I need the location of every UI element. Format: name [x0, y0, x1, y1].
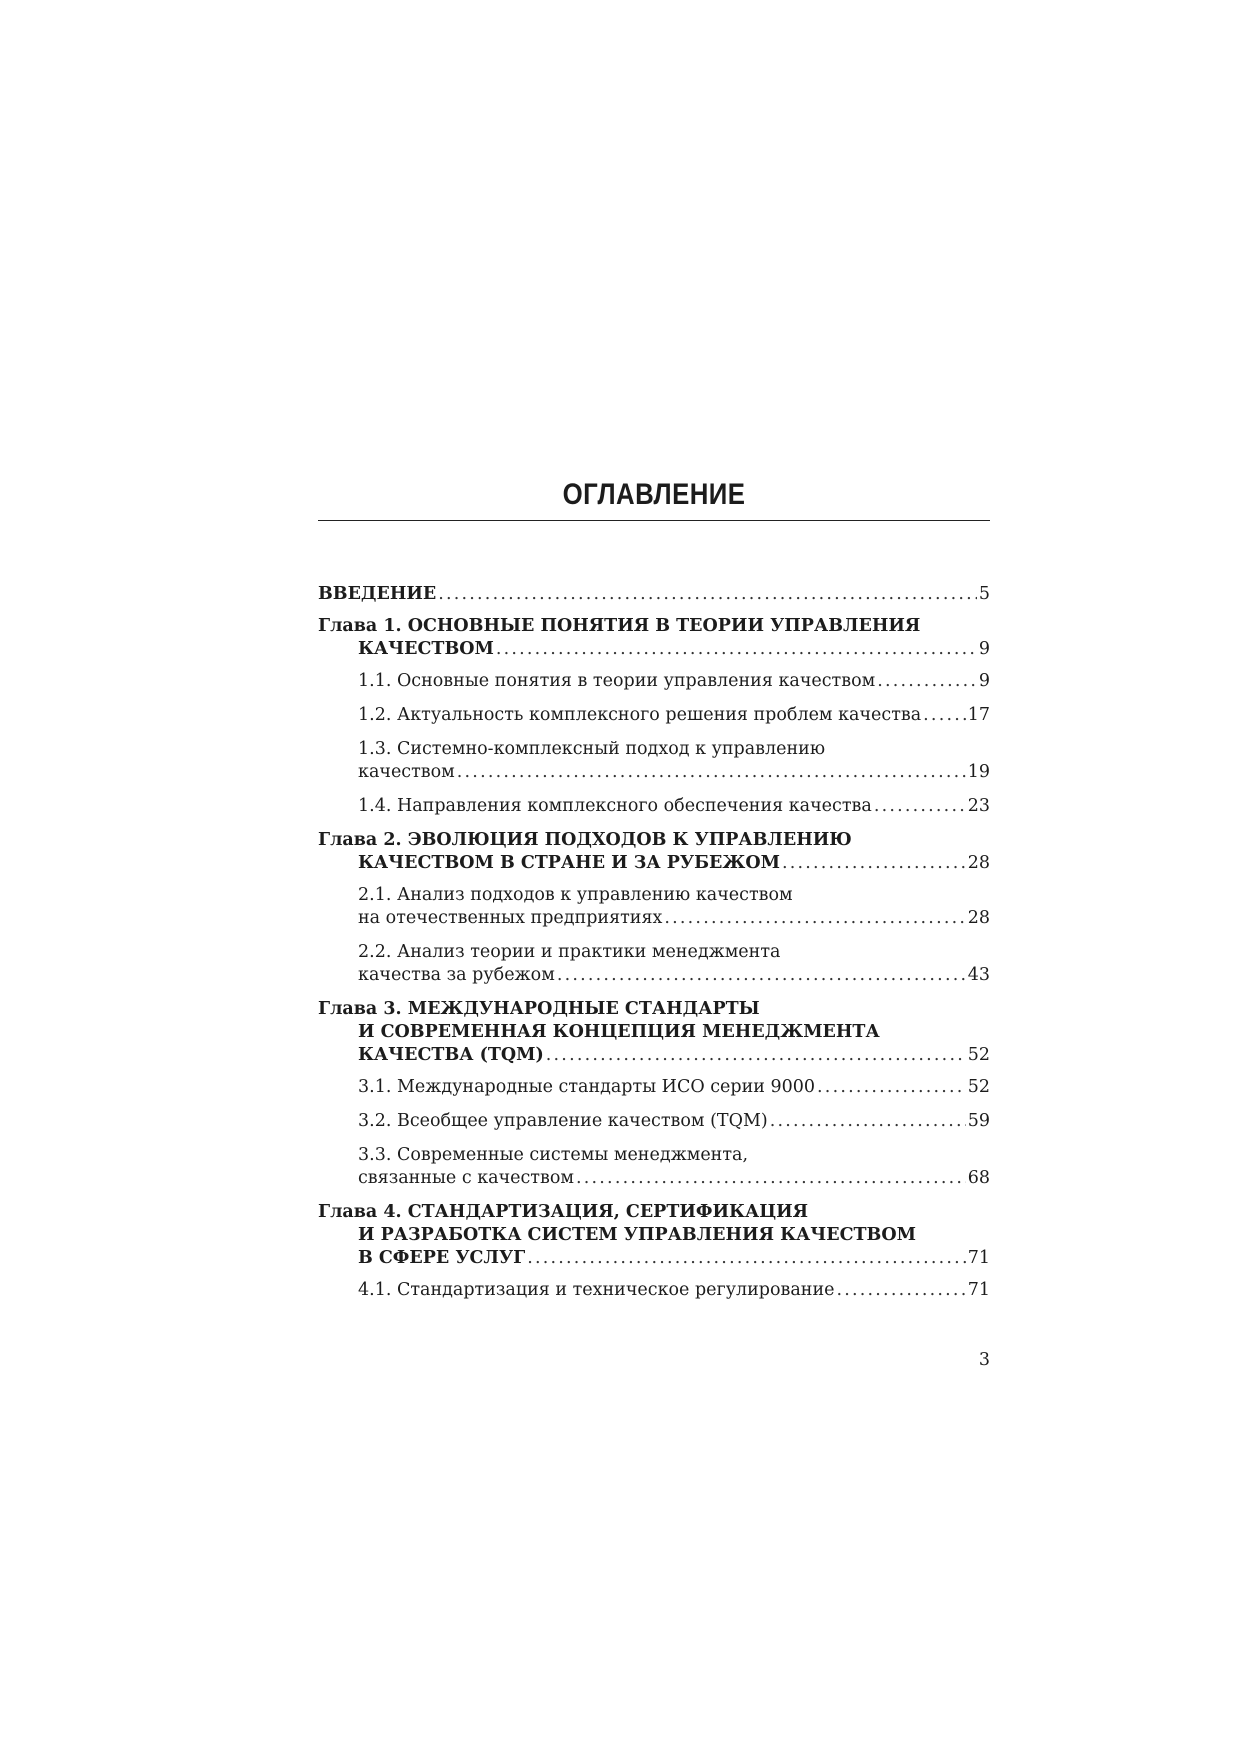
page-number: 3	[978, 1350, 990, 1370]
toc-entry-title: 1.4. Направления комплексного обеспечения качества	[358, 796, 872, 816]
toc-page-number: 9	[978, 671, 990, 691]
leader-dots	[815, 1076, 966, 1099]
toc-page-number: 5	[978, 584, 990, 604]
toc-page-number: 23	[967, 796, 990, 816]
toc-entry-title-line: 2.1. Анализ подходов к управлению качеством	[358, 885, 793, 905]
toc-page-number: 28	[967, 853, 990, 873]
toc-entry-title-line: на отечественных предприятиях	[358, 908, 663, 928]
leader-dots	[494, 638, 977, 661]
toc-entry-title-line: качества за рубежом	[358, 965, 555, 985]
toc-entry-title-line: КАЧЕСТВА (TQM)	[358, 1045, 544, 1065]
leader-dots	[574, 1167, 966, 1190]
toc-section-1-2[interactable]	[318, 704, 990, 727]
toc-page-number: 52	[967, 1045, 990, 1065]
leader-dots	[555, 964, 966, 987]
toc-page-number: 19	[967, 762, 990, 782]
toc-page-number: 17	[967, 705, 990, 725]
toc-page-number: 68	[967, 1168, 990, 1188]
toc-entry-title-line: 3.3. Современные системы менеджмента,	[358, 1145, 749, 1165]
leader-dots	[875, 670, 977, 693]
toc-entry-title-line: Глава 3. МЕЖДУНАРОДНЫЕ СТАНДАРТЫ	[318, 999, 760, 1019]
toc-entry-title-line: Глава 4. СТАНДАРТИЗАЦИЯ, СЕРТИФИКАЦИЯ	[318, 1202, 809, 1222]
toc-entry-title-line: И РАЗРАБОТКА СИСТЕМ УПРАВЛЕНИЯ КАЧЕСТВОМ	[358, 1225, 916, 1245]
toc-page-number: 71	[967, 1248, 990, 1268]
toc-entry-title-line: КАЧЕСТВОМ	[358, 639, 494, 659]
title-divider	[318, 520, 990, 521]
toc-section-1-1[interactable]	[318, 670, 990, 693]
toc-section-3-2[interactable]	[318, 1110, 990, 1133]
toc-chapter-1[interactable]	[318, 615, 990, 661]
toc-entry-title: 1.2. Актуальность комплексного решения проблем качества	[358, 705, 922, 725]
toc-entry-title-line: Глава 2. ЭВОЛЮЦИЯ ПОДХОДОВ К УПРАВЛЕНИЮ	[318, 830, 852, 850]
toc-chapter-2[interactable]	[318, 829, 990, 875]
leader-dots	[544, 1044, 966, 1067]
page-title: ОГЛАВЛЕНИЕ	[562, 478, 746, 511]
toc-entry-title-line: качеством	[358, 762, 455, 782]
toc-entry-title-line: 2.2. Анализ теории и практики менеджмента	[358, 942, 781, 962]
toc-chapter-4[interactable]	[318, 1201, 990, 1270]
toc-page-number: 28	[967, 908, 990, 928]
toc-entry-title: ВВЕДЕНИЕ	[318, 584, 437, 604]
toc-section-1-3[interactable]	[318, 738, 990, 784]
toc-section-3-1[interactable]	[318, 1076, 990, 1099]
toc-entry-title-line: связанные с качеством	[358, 1168, 574, 1188]
toc-chapter-3[interactable]	[318, 998, 990, 1067]
toc-page-number: 43	[967, 965, 990, 985]
leader-dots	[525, 1247, 965, 1270]
leader-dots	[780, 852, 966, 875]
table-of-contents	[318, 583, 990, 1313]
toc-entry-title-line: Глава 1. ОСНОВНЫЕ ПОНЯТИЯ В ТЕОРИИ УПРАВЛЕНИЯ	[318, 616, 921, 636]
toc-entry-title-line: 1.3. Системно-комплексный подход к управлению	[358, 739, 826, 759]
toc-section-4-1[interactable]	[318, 1279, 990, 1302]
toc-section-2-1[interactable]	[318, 884, 990, 930]
toc-section-2-2[interactable]	[318, 941, 990, 987]
toc-entry-title: 4.1. Стандартизация и техническое регулирование	[358, 1280, 835, 1300]
toc-page-number: 71	[967, 1280, 990, 1300]
toc-entry-title: 3.2. Всеобщее управление качеством (TQM)	[358, 1111, 768, 1131]
toc-page-number: 59	[967, 1111, 990, 1131]
toc-section-1-4[interactable]	[318, 795, 990, 818]
toc-section-3-3[interactable]	[318, 1144, 990, 1190]
leader-dots	[455, 761, 966, 784]
toc-page-number: 9	[978, 639, 990, 659]
toc-entry-title-line: В СФЕРЕ УСЛУГ	[358, 1248, 526, 1268]
leader-dots	[436, 583, 977, 606]
toc-entry-title-line: КАЧЕСТВОМ В СТРАНЕ И ЗА РУБЕЖОМ	[358, 853, 780, 873]
toc-entry-intro[interactable]	[318, 583, 990, 606]
leader-dots	[834, 1279, 965, 1302]
leader-dots	[872, 795, 966, 818]
leader-dots	[768, 1110, 966, 1133]
toc-entry-title-line: И СОВРЕМЕННАЯ КОНЦЕПЦИЯ МЕНЕДЖМЕНТА	[358, 1022, 880, 1042]
leader-dots	[921, 704, 966, 727]
toc-page-number: 52	[967, 1077, 990, 1097]
toc-entry-title: 1.1. Основные понятия в теории управления качеством	[358, 671, 876, 691]
toc-entry-title: 3.1. Международные стандарты ИСО серии 9000	[358, 1077, 816, 1097]
leader-dots	[662, 907, 965, 930]
